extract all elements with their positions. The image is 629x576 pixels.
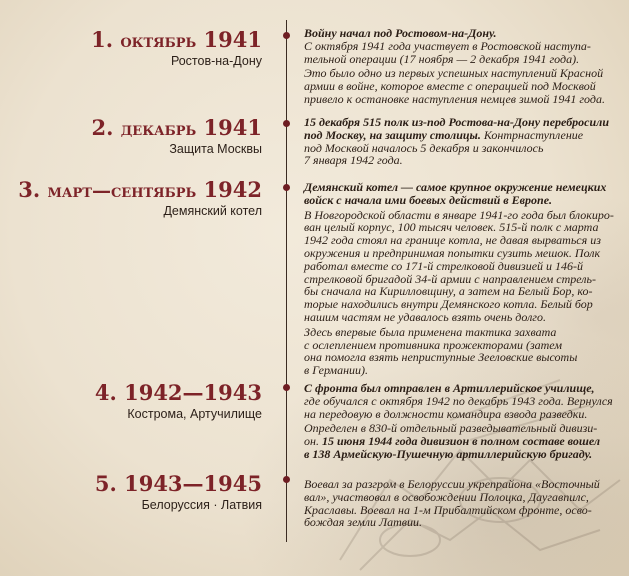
entry-text-3 xyxy=(304,181,619,377)
entry-year: 1941 xyxy=(203,115,262,140)
text: где обучался с октября 1942 по декабрь 1943 года. Вернулся xyxy=(304,393,613,408)
entry-text-4 xyxy=(304,382,619,461)
timeline-heading-4 xyxy=(95,381,262,422)
entry-text-1 xyxy=(304,27,619,106)
heading-title xyxy=(95,381,262,405)
entry-period: декабрь xyxy=(120,118,197,140)
entry-period: октябрь xyxy=(120,30,197,52)
text: вал», участвовал в освобождении Полоцка, Даугавпилс, xyxy=(304,489,589,504)
text: он. xyxy=(304,434,322,449)
text: В Новгородской области в январе 1941-го года был блокиро- xyxy=(304,207,614,222)
bold-text: 15 июня 1944 года дивизион в полном составе вошел xyxy=(321,434,601,449)
text: армии в войне, которое вместе с операцией под Москвой xyxy=(304,79,596,94)
text-line xyxy=(304,53,619,66)
text: С октября 1941 года участвует в Ростовской наступа- xyxy=(304,38,591,53)
bold-text: Войну начал под Ростовом-на-Дону. xyxy=(304,26,497,40)
timeline-line xyxy=(286,20,287,542)
text: 1942 года стоял на границе котла, не давая вырваться из xyxy=(304,233,601,248)
timeline-heading-1 xyxy=(91,28,262,69)
timeline-dot-4 xyxy=(283,384,290,391)
entry-text-2 xyxy=(304,116,619,167)
text: окружения и предпринимая попытки сузить мешок. Полк xyxy=(304,245,601,260)
entry-number: 2. xyxy=(91,115,114,140)
bold-text: войск с начала ими боевых действий в Европе. xyxy=(304,192,553,207)
timeline-dot-3 xyxy=(283,184,290,191)
entry-place: Белоруссия · Латвия xyxy=(141,498,262,512)
paragraph xyxy=(304,116,619,167)
text: она помогла взять неприступные Зееловские высоты xyxy=(304,350,578,365)
entry-number: 1. xyxy=(91,27,114,52)
entry-number: 5. xyxy=(94,471,117,496)
text: тельной операции (17 ноября — 2 декабря 1941 года). xyxy=(304,51,580,66)
timeline-dot-2 xyxy=(283,120,290,127)
text: на передовую в должности командира взвода разведки. xyxy=(304,406,588,421)
paragraph xyxy=(304,209,619,324)
text-line xyxy=(304,516,619,529)
bold-text: в 138 Армейскую-Пушечную артиллерийскую бригаду. xyxy=(304,446,593,461)
text: привело к остановке наступления немцев зимой 1941 года. xyxy=(304,91,605,106)
text: 7 января 1942 года. xyxy=(304,153,403,168)
paragraph xyxy=(304,181,619,207)
timeline-dot-5 xyxy=(283,476,290,483)
text-line xyxy=(304,448,619,461)
text: стрелковой бригадой 34-й армии с направлением стрель- xyxy=(304,271,596,286)
heading-title xyxy=(91,116,262,140)
bold-text: Демянский котел — самое крупное окружение немецких xyxy=(304,180,607,194)
heading-title xyxy=(95,472,262,496)
text-line xyxy=(304,194,619,207)
timeline-heading-3 xyxy=(18,178,262,219)
heading-title xyxy=(91,28,262,52)
text-line xyxy=(304,408,619,421)
text: Определен в 830-й отдельный разведывательный дивизи- xyxy=(304,421,598,436)
entry-period: март—сентябрь xyxy=(47,180,197,202)
entry-place: Ростов-на-Дону xyxy=(170,54,262,68)
entry-number: 3. xyxy=(18,177,41,202)
timeline-heading-5 xyxy=(95,472,262,513)
text: Краславы. Воевал на 1-м Прибалтийском фронте, осво- xyxy=(304,502,592,517)
text: Это было одно из первых успешных наступлений Красной xyxy=(304,66,604,81)
text-line xyxy=(304,93,619,106)
heading-title xyxy=(18,178,262,202)
text: Здесь впервые была применена тактика захвата xyxy=(304,324,557,339)
entry-year: 1941 xyxy=(203,27,262,52)
paragraph xyxy=(304,422,619,460)
bold-text: под Москву, на защиту столицы. xyxy=(304,127,481,142)
text: бождая земли Латвии. xyxy=(304,515,422,530)
paragraph xyxy=(304,27,619,65)
entry-number: 4. xyxy=(94,380,117,405)
text: Контрнаступление xyxy=(480,127,584,142)
text: торые находились внутри Демянского котла. Белый бор xyxy=(304,297,593,312)
bold-text: 15 декабря 515 полк из-под Ростова-на-Дону перебросили xyxy=(304,115,610,129)
text: в Германии). xyxy=(304,363,369,378)
text: работал вместе со 171-й стрелковой дивизией и 146-й xyxy=(304,258,584,273)
text: Воевал за разгром в Белоруссии укрепрайона «Восточный xyxy=(304,477,600,491)
entry-text-5 xyxy=(304,478,619,529)
text: под Москвой началось 5 декабря и закончилось xyxy=(304,140,544,155)
text-line xyxy=(304,311,619,324)
paragraph xyxy=(304,382,619,420)
timeline-heading-2 xyxy=(91,116,262,157)
paragraph xyxy=(304,67,619,105)
text-line xyxy=(304,364,619,377)
entry-place: Кострома, Артучилище xyxy=(127,407,262,421)
entry-year: 1942 xyxy=(203,177,262,202)
text: бы сначала на Кирилловщину, а затем на Белый Бор, ко- xyxy=(304,284,593,299)
bold-text: С фронта был отправлен в Артиллерийское училище, xyxy=(304,381,595,395)
text: ван целый корпус, 100 тысяч человек. 515-й полк с марта xyxy=(304,220,599,235)
text: с ослеплением противника прожекторами (затем xyxy=(304,337,562,352)
entry-place: Демянский котел xyxy=(163,204,262,218)
paragraph xyxy=(304,478,619,529)
timeline-dot-1 xyxy=(283,32,290,39)
entry-place: Защита Москвы xyxy=(169,142,262,156)
text: нашим частям не удавалось взять очень долго. xyxy=(304,309,546,324)
text-line xyxy=(304,154,619,167)
paragraph xyxy=(304,326,619,377)
entry-year: 1943—1945 xyxy=(124,471,262,496)
entry-year: 1942—1943 xyxy=(124,380,262,405)
